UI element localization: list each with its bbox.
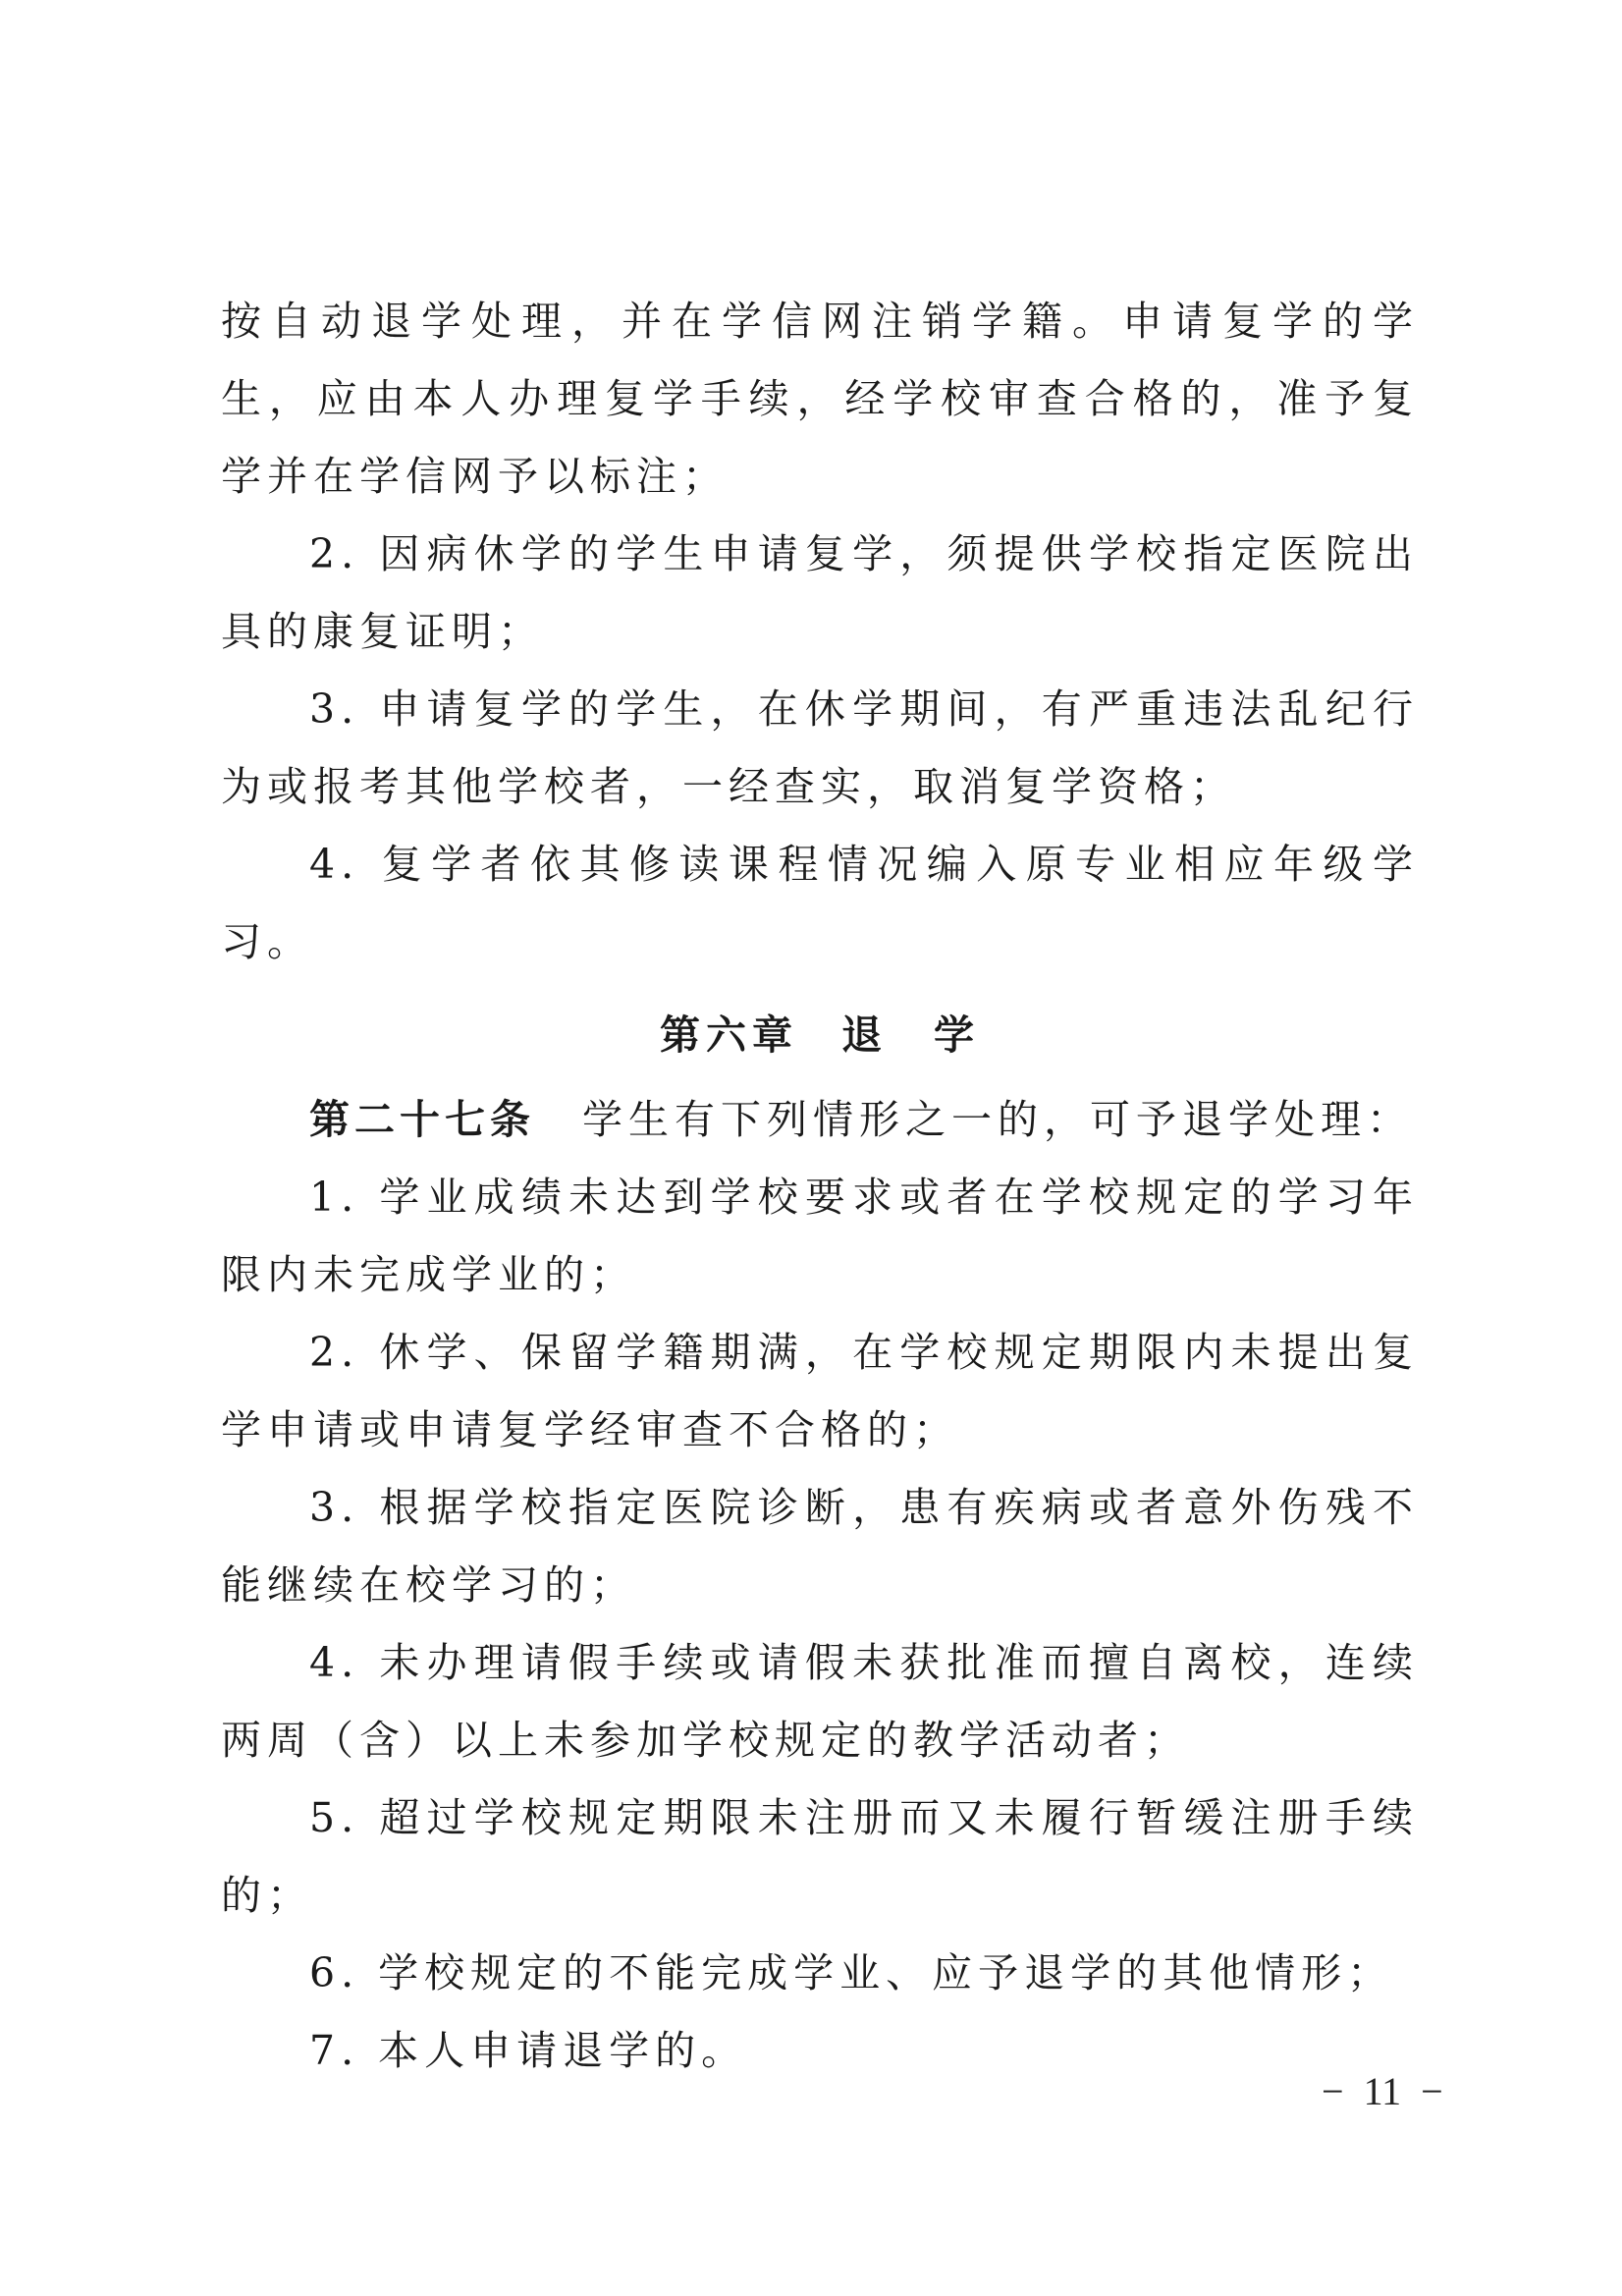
list-item: 6. 学校规定的不能完成学业、应予退学的其他情形； — [309, 1949, 1394, 1996]
chapter-title: 退 学 — [841, 1011, 980, 1059]
chapter-number: 第六章 — [660, 1011, 798, 1059]
continuation-paragraph: 按自动退学处理，并在学信网注销学籍。申请复学的学生，应由本人办理复学手续，经学校审查合格的，准予复学并在学信网予以标注； — [221, 298, 1419, 500]
page-number — [1302, 2068, 1463, 2114]
list-item: 4. 未办理请假手续或请假未获批准而擅自离校，连续两周（含）以上未参加学校规定的教学活动者； — [221, 1639, 1419, 1764]
document-body — [221, 283, 1419, 2090]
list-item: 4. 复学者依其修读课程情况编入原专业相应年级学习。 — [221, 841, 1419, 965]
article-paragraph — [221, 1081, 1419, 1159]
chapter-heading — [221, 989, 1419, 1081]
list-item: 7. 本人申请退学的。 — [309, 2027, 748, 2074]
page-number-dash-left: − — [1322, 2069, 1344, 2113]
list-item: 3. 申请复学的学生，在休学期间，有严重违法乱纪行为或报考其他学校者，一经查实，取消复学资格； — [221, 685, 1419, 810]
article-label: 第二十七条 — [309, 1096, 535, 1143]
page-number-value: 11 — [1363, 2069, 1402, 2113]
page-number-dash-right: − — [1421, 2069, 1443, 2113]
list-item: 5. 超过学校规定期限未注册而又未履行暂缓注册手续的； — [221, 1794, 1419, 1919]
article-text: 学生有下列情形之一的，可予退学处理： — [582, 1096, 1413, 1143]
list-item: 2. 因病休学的学生申请复学，须提供学校指定医院出具的康复证明； — [221, 530, 1419, 655]
list-item: 3. 根据学校指定医院诊断，患有疾病或者意外伤残不能继续在校学习的； — [221, 1484, 1419, 1609]
list-item: 2. 休学、保留学籍期满，在学校规定期限内未提出复学申请或申请复学经审查不合格的； — [221, 1329, 1419, 1453]
list-item: 1. 学业成绩未达到学校要求或者在学校规定的学习年限内未完成学业的； — [221, 1174, 1419, 1298]
